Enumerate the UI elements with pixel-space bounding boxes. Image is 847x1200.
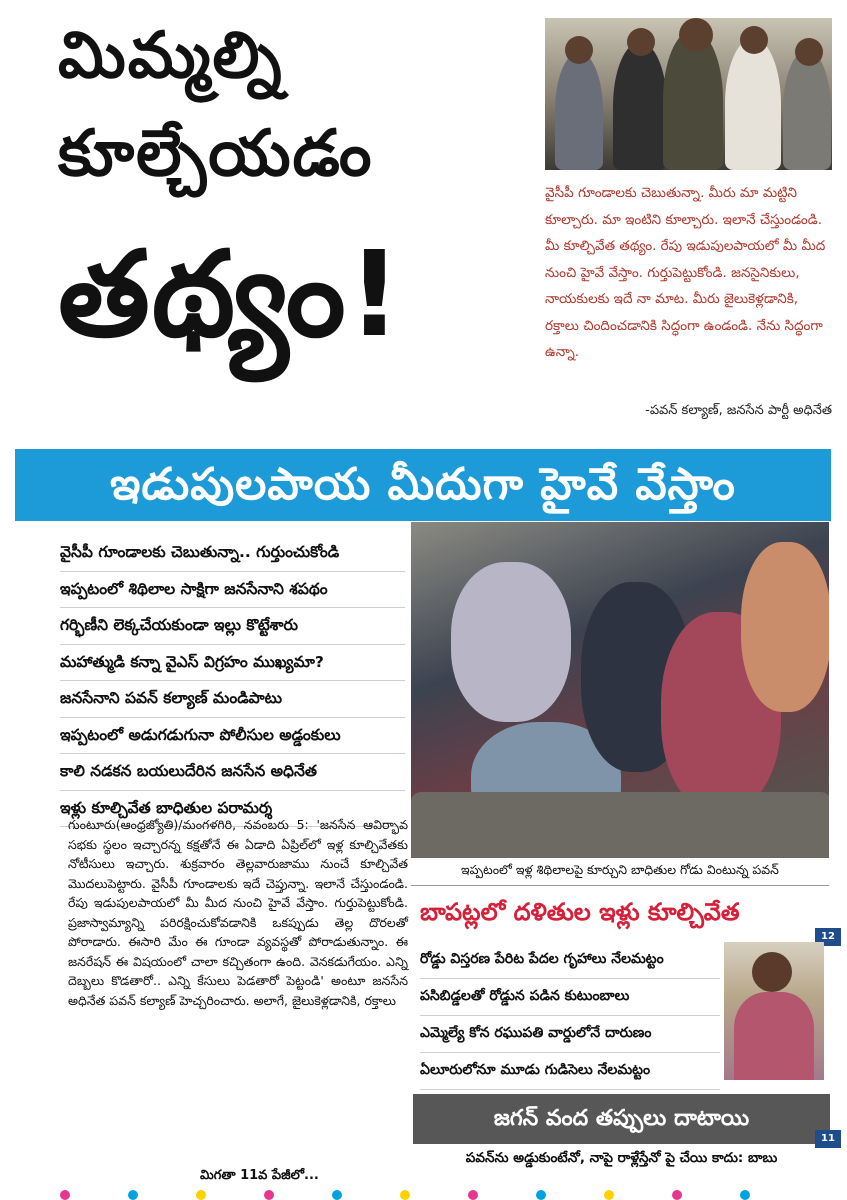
quote-text: వైసీపీ గూండాలకు చెబుతున్నా. మీరు మా మట్టిని కూల్చారు. మా ఇంటిని కూల్చారు. ఇలానే చేస్తుండండి. మీ కూల్చివేత తథ్యం. రేపు ఇడుపులపాయలో మీ మీద నుంచి హైవే వేస్తాం. గుర్తుపెట్టుకోండి. జనసైనికులు, నాయకులకు ఇదే నా మాట. మీరు జైలుకెళ్లడానికి, రక్తాలు చిందించడానికి సిద్ధంగా ఉండండి. నేను సిద్ధంగా ఉన్నా.	[545, 185, 826, 360]
bullet-item: వైసీపీ గూండాలకు చెబుతున్నా.. గుర్తుంచుకోండి	[60, 535, 405, 572]
photo-head	[795, 38, 823, 66]
jagan-box-headline: జగన్ వంద తప్పులు దాటాయి	[413, 1094, 830, 1144]
headline-line-3: తథ్యం!	[58, 225, 404, 363]
photo-head	[565, 36, 593, 64]
registration-dot	[740, 1190, 750, 1200]
quote-attribution: -పవన్ కల్యాణ్, జనసేన పార్టీ అధినేత	[645, 403, 832, 418]
photo-head	[752, 952, 792, 992]
bullet-item: గర్భిణీని లెక్కచేయకుండా ఇల్లు కొట్టేశారు	[60, 608, 405, 645]
photo-caption: ఇప్పటంలో ఇళ్ల శిథిలాలపై కూర్చుని బాధితుల గోడు వింటున్న పవన్	[411, 862, 829, 886]
registration-dot	[468, 1190, 478, 1200]
registration-dot	[536, 1190, 546, 1200]
sub-bullet-item: ఏలూరులోనూ మూడు గుడిసెలు నేలమట్టం	[420, 1053, 720, 1090]
registration-dot	[196, 1190, 206, 1200]
bullet-item: కాలి నడకన బయలుదేరిన జనసేన అధినేత	[60, 754, 405, 791]
bullet-item: జనసేనాని పవన్ కల్యాణ్ మండిపాటు	[60, 681, 405, 718]
registration-dot	[60, 1190, 70, 1200]
registration-dot	[332, 1190, 342, 1200]
photo-figure	[783, 50, 831, 170]
sub-story-bullets	[420, 942, 720, 1090]
sub-story-headline: బాపట్లలో దళితుల ఇళ్లు కూల్చివేత	[420, 898, 740, 926]
sub-story-photo	[724, 942, 824, 1080]
print-registration-dots	[60, 1190, 820, 1200]
photo-head	[627, 28, 655, 56]
article-body: గుంటూరు(ఆంధ్రజ్యోతి)/మంగళగిరి, నవంబరు 5: 'జనసేన ఆవిర్భావ సభకు స్థలం ఇచ్చారన్న కక్షతోనే ఈ ఏడాది ఏప్రిల్‌లో ఇళ్ల కూల్చివేతకు నోటీసులు ఇచ్చారు. శుక్రవారం తెల్లవారుజాము నుంచే కూల్చివేత మొదలుపెట్టారు. వైసీపీ గూండాలకు ఇదే చెప్తున్నా. ఇలానే చేస్తుండండి. రేపు ఇడుపులపాయలో మీ మీద నుంచి హైవే వేస్తాం. గుర్తుపెట్టుకోండి. ప్రజాస్వామ్యాన్ని పరిరక్షించుకోవడానికి ఒకప్పుడు తెల్ల దొరలతో పోరాడారు. ఈసారి మేం ఈ గూండా వ్యవస్థతో పోరాడుతున్నాం. ఈ జనరేషన్ ఈ విషయంలో చాలా కచ్చితంగా ఉంది. వెనకడుగేయం. ఎన్ని దెబ్బలు కొడతారో.. ఎన్ని కేసులు పెడతారో పెట్టండి' అంటూ జనసేన అధినేత పవన్ కల్యాణ్ హెచ్చరించారు. అలాగే, జైలుకెళ్లడానికి, రక్తాలు	[68, 817, 408, 1008]
page-marker: 12	[815, 928, 841, 946]
jagan-box-subtext: పవన్‌ను అడ్డుకుంటేనో, నాపై రాళ్లేస్తేనో పై చేయి కాదు: బాబు	[465, 1150, 778, 1166]
photo-head	[679, 18, 713, 52]
photo-figure	[555, 52, 603, 170]
bullet-item: ఇప్పటంలో అడుగడుగునా పోలీసుల అడ్డంకులు	[60, 718, 405, 755]
sub-bullet-item: ఎమ్మెల్యే కోన రఘుపతి వార్డులోనే దారుణం	[420, 1016, 720, 1053]
bullet-item: ఇప్పటంలో శిథిలాల సాక్షిగా జనసేనాని శపథం	[60, 572, 405, 609]
photo-figure	[451, 562, 571, 722]
page-marker: 11	[815, 1130, 841, 1148]
registration-dot	[400, 1190, 410, 1200]
photo-figure	[741, 542, 829, 712]
sub-bullet-item: రోడ్డు విస్తరణ పేరిట పేదల గృహాలు నేలమట్టం	[420, 942, 720, 979]
photo-figure	[613, 42, 667, 170]
registration-dot	[604, 1190, 614, 1200]
bullet-list	[60, 535, 405, 827]
registration-dot	[672, 1190, 682, 1200]
top-photo	[545, 18, 832, 170]
photo-figure	[725, 38, 781, 170]
sub-bullet-item: పసిబిడ్డలతో రోడ్డున పడిన కుటుంబాలు	[420, 979, 720, 1016]
main-headline	[58, 8, 528, 384]
bullet-item: ఇళ్లు కూల్చివేత బాధితుల పరామర్శ	[60, 791, 405, 828]
continued-note: మిగతా 11వ పేజీలో...	[200, 1168, 319, 1183]
banner-headline: ఇడుపులపాయ మీదుగా హైవే వేస్తాం	[15, 449, 831, 521]
photo-head	[740, 26, 768, 54]
headline-line-1: మిమ్మల్ని	[58, 19, 284, 93]
photo-ground	[411, 792, 829, 858]
registration-dot	[128, 1190, 138, 1200]
registration-dot	[264, 1190, 274, 1200]
photo-figure	[734, 992, 814, 1080]
bullet-item: మహాత్ముడి కన్నా వైఎస్ విగ్రహం ముఖ్యమా?	[60, 645, 405, 682]
headline-line-2: కూల్చేయడం	[58, 117, 374, 191]
main-photo	[411, 522, 829, 858]
